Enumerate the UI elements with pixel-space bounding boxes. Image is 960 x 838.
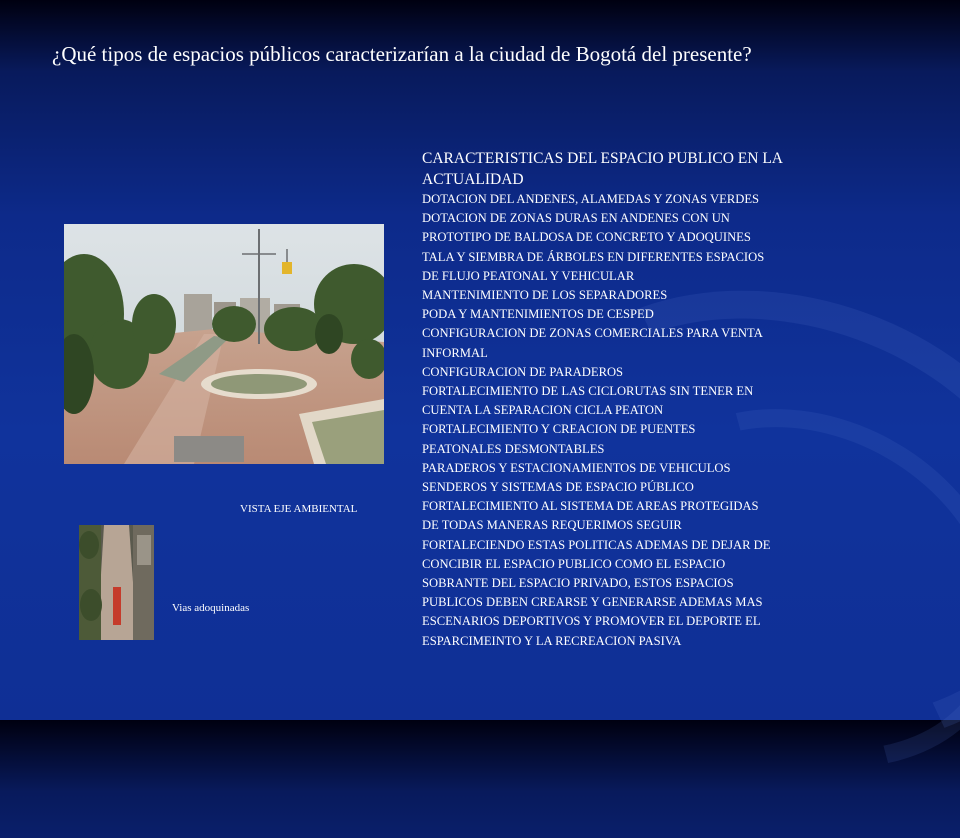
list-line: DE FLUJO PEATONAL Y VEHICULAR [422,268,635,283]
list-line: CUENTA LA SEPARACION CICLA PEATON [422,403,664,418]
list-line: DOTACION DEL ANDENES, ALAMEDAS Y ZONAS VERDES [422,192,760,206]
photo-vias-adoquinadas [79,525,154,640]
characteristics-heading [422,148,872,190]
list-line: FORTALECIMIENTO DE LAS CICLORUTAS SIN TENER EN [422,384,754,399]
characteristics-text-block [422,148,872,651]
list-line: SOBRANTE DEL ESPACIO PRIVADO, ESTOS ESPACIOS [422,576,734,591]
list-line: PEATONALES DESMONTABLES [422,441,605,456]
list-line: ESCENARIOS DEPORTIVOS Y PROMOVER EL DEPORTE EL [422,614,761,629]
list-line: CONCIBIR EL ESPACIO PUBLICO COMO EL ESPACIO [422,556,726,571]
caption-vista-eje-ambiental: VISTA EJE AMBIENTAL [240,503,358,515]
list-line: TALA Y SIEMBRA DE ÁRBOLES EN DIFERENTES ESPACIOS [422,249,765,264]
list-line: PARADEROS Y ESTACIONAMIENTOS DE VEHICULOS [422,460,731,475]
list-line: INFORMAL [422,345,488,360]
list-line: DE TODAS MANERAS REQUERIMOS SEGUIR [422,518,682,533]
slide-title: ¿Qué tipos de espacios públicos caracterizarían a la ciudad de Bogotá del presente? [52,42,752,66]
heading-line: ACTUALIDAD [422,171,524,188]
list-line: FORTALECIENDO ESTAS POLITICAS ADEMAS DE DEJAR DE [422,537,771,552]
list-line: MANTENIMIENTO DE LOS SEPARADORES [422,288,668,303]
caption-vias-adoquinadas: Vias adoquinadas [172,602,250,614]
photo-eje-ambiental [64,224,384,464]
characteristics-list [422,190,872,651]
list-line: CONFIGURACION DE PARADEROS [422,364,624,379]
list-line: DOTACION DE ZONAS DURAS EN ANDENES CON UN [422,211,730,226]
list-line: PROTOTIPO DE BALDOSA DE CONCRETO Y ADOQUINES [422,230,751,245]
list-line: CONFIGURACION DE ZONAS COMERCIALES PARA VENTA [422,326,763,341]
heading-line: CARACTERISTICAS DEL ESPACIO PUBLICO EN LA [422,150,783,167]
list-line: FORTALECIMIENTO AL SISTEMA DE AREAS PROTEGIDAS [422,499,759,514]
list-line: ESPARCIMEINTO Y LA RECREACION PASIVA [422,633,682,648]
list-line: PUBLICOS DEBEN CREARSE Y GENERARSE ADEMAS MAS [422,595,763,610]
list-line: SENDEROS Y SISTEMAS DE ESPACIO PÚBLICO [422,480,694,495]
list-line: FORTALECIMIENTO Y CREACION DE PUENTES [422,422,696,437]
list-line: PODA Y MANTENIMIENTOS DE CESPED [422,307,654,322]
